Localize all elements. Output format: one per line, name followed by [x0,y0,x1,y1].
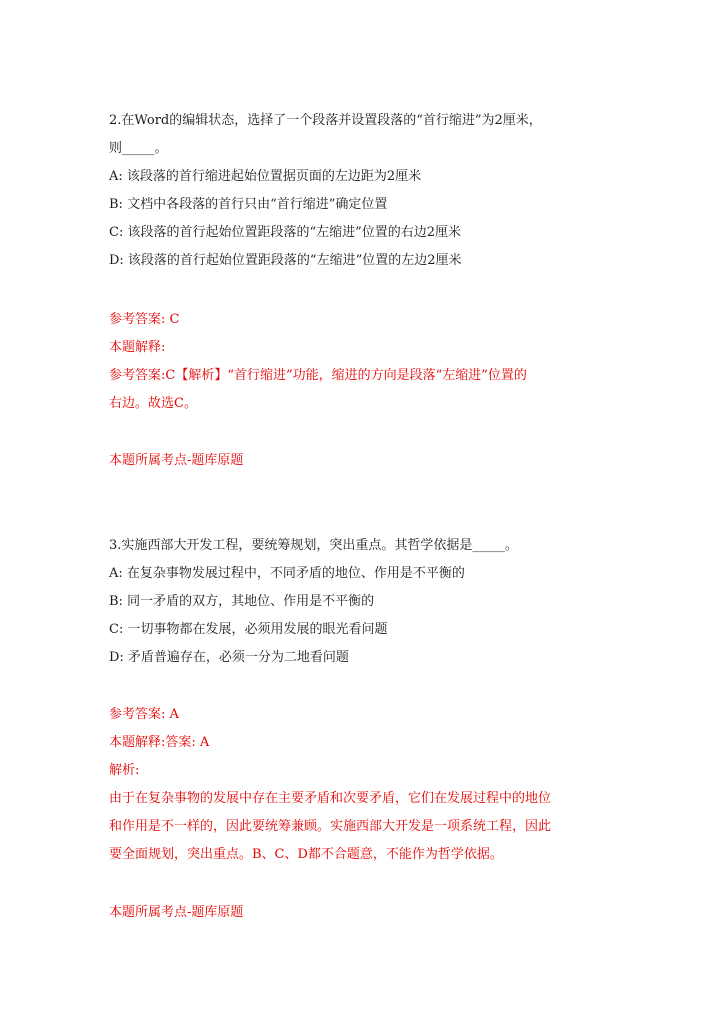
question-2-stem-line-2: 则_____。 [109,141,168,156]
question-3-option-d: D: 矛盾普遍存在，必须一分为二地看问题 [109,650,349,665]
question-2-option-d: D: 该段落的首行起始位置距段落的“左缩进”位置的左边2厘米 [109,253,462,268]
question-3-source: 本题所属考点-题库原题 [109,905,244,920]
question-2-source: 本题所属考点-题库原题 [109,453,244,468]
question-2-option-a: A: 该段落的首行缩进起始位置据页面的左边距为2厘米 [109,169,422,184]
question-3-explanation-label: 本题解释:答案: A [109,735,210,750]
question-2-option-b: B: 文档中各段落的首行只由“首行缩进”确定位置 [109,197,388,212]
question-3-option-a: A: 在复杂事物发展过程中，不同矛盾的地位、作用是不平衡的 [109,566,465,581]
question-2-answer: 参考答案: C [109,312,180,327]
question-3-option-b: B: 同一矛盾的双方，其地位、作用是不平衡的 [109,594,375,609]
question-2-stem-line-1: 2.在Word的编辑状态，选择了一个段落并设置段落的“首行缩进”为2厘米， [109,113,542,128]
question-3-explanation-line-1: 由于在复杂事物的发展中存在主要矛盾和次要矛盾，它们在发展过程中的地位 [109,791,552,806]
question-3-answer: 参考答案: A [109,707,179,722]
question-2-option-c: C: 该段落的首行起始位置距段落的“左缩进”位置的右边2厘米 [109,225,462,240]
question-3-explanation-line-3: 要全面规划，突出重点。B、C、D都不合题意，不能作为哲学依据。 [109,847,503,862]
question-2-explanation-line-2: 右边。故选C。 [109,396,197,411]
question-3-option-c: C: 一切事物都在发展，必须用发展的眼光看问题 [109,622,388,637]
question-3-stem-line-1: 3.实施西部大开发工程，要统筹规划，突出重点。其哲学依据是_____。 [109,538,518,553]
question-3-explanation-line-2: 和作用是不一样的，因此要统筹兼顾。实施西部大开发是一项系统工程，因此 [109,819,552,834]
question-3-analysis-label: 解析: [109,763,140,778]
question-2-explanation-label: 本题解释: [109,340,166,355]
question-2-explanation-line-1: 参考答案:C【解析】“首行缩进”功能，缩进的方向是段落“左缩进”位置的 [109,368,527,383]
